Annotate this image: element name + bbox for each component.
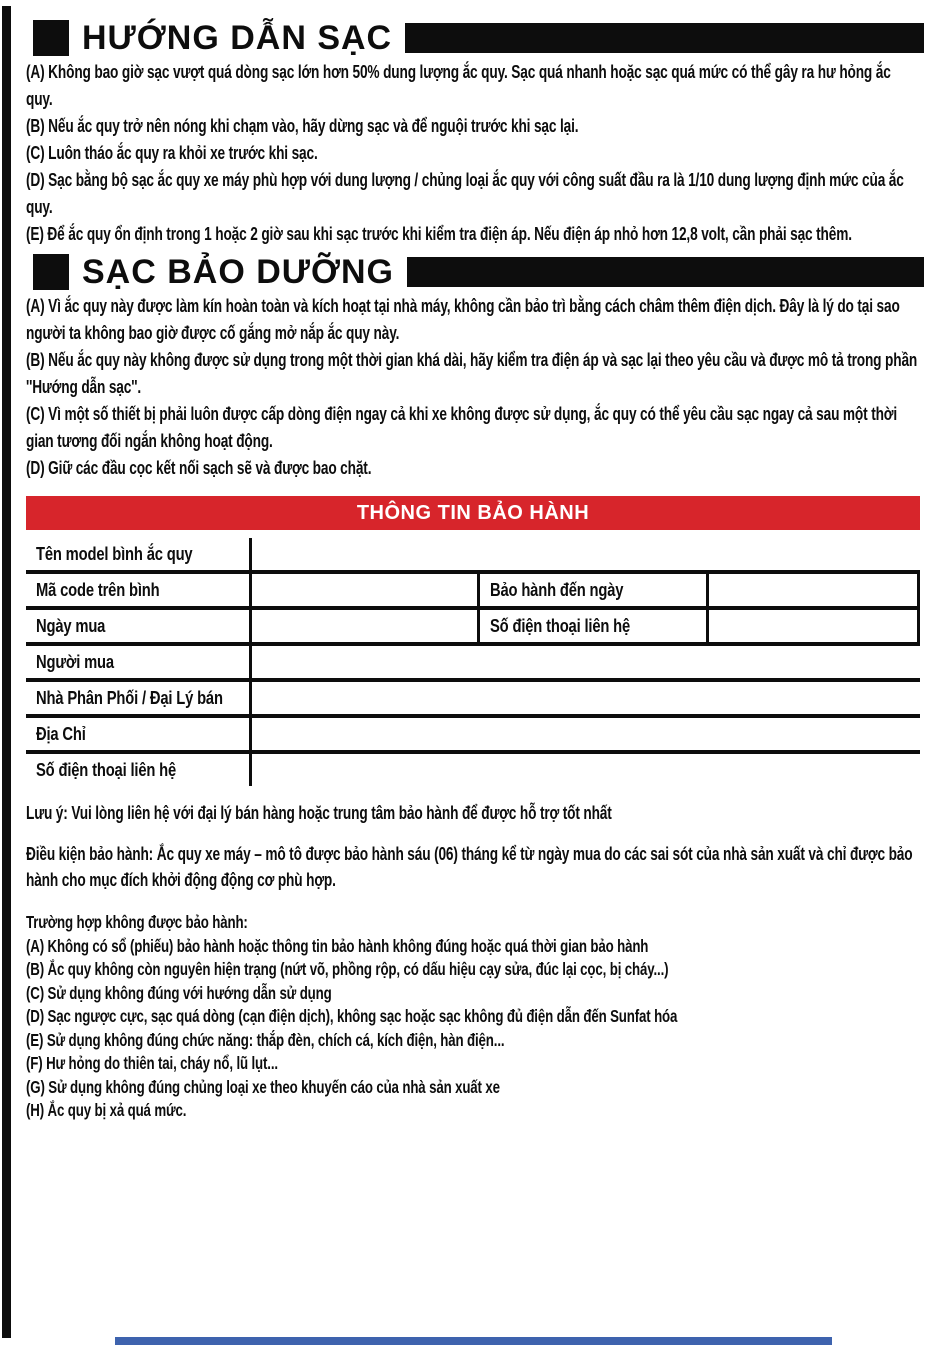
row-label: Tên model bình ắc quy: [36, 543, 193, 564]
row-label: Nhà Phân Phối / Đại Lý bán: [36, 687, 223, 708]
row-label-cell: [26, 754, 252, 786]
row-label: Số điện thoại liên hệ: [36, 759, 177, 780]
paragraph-d: (D) Giữ các đầu cọc kết nối sạch sẽ và được bao chặt.: [26, 458, 372, 478]
warranty-banner-title: THÔNG TIN BẢO HÀNH: [356, 501, 590, 524]
table-value-cell: [252, 538, 920, 570]
row-label2-cell: [480, 574, 709, 606]
row-label-cell: [26, 574, 252, 606]
row-label2: Số điện thoại liên hệ: [490, 615, 631, 636]
warranty-conditions-text: Điều kiện bảo hành: Ắc quy xe máy – mô tô được bảo hành sáu (06) tháng kể từ ngày mua do các sai sót của nhà sản xuất và chỉ được bảo hành cho mục đích khởi động động cơ phù hợp.: [26, 844, 913, 890]
table-row-model: [26, 538, 920, 574]
support-note: [26, 800, 920, 827]
bottom-blue-bar: [115, 1337, 832, 1345]
page-content: [26, 0, 920, 1123]
section-heading-charging: [26, 20, 920, 56]
row-label2: Bảo hành đến ngày: [490, 579, 624, 600]
exclusion-item-h: (H) Ắc quy bị xả quá mức.: [26, 1100, 187, 1120]
table-row-address: [26, 718, 920, 754]
row-label-cell: [26, 646, 252, 678]
warranty-form-table: [26, 538, 920, 786]
paragraph-d: (D) Sạc bằng bộ sạc ắc quy xe máy phù hợp với dung lượng / chủng loại ắc quy với công suất đầu ra là 1/10 dung lượng định mức của ắc quy.: [26, 170, 904, 217]
maintenance-paragraphs: [26, 293, 920, 482]
table-row-code-warranty-date: [26, 574, 920, 610]
paragraph-b: (B) Nếu ắc quy trở nên nóng khi chạm vào, hãy dừng sạc và để nguội trước khi sạc lại.: [26, 116, 579, 136]
heading-square-marker: [33, 20, 69, 56]
table-row-contact-phone: [26, 754, 920, 786]
section-title-maintenance: SẠC BẢO DƯỠNG: [82, 253, 394, 291]
section-title-charging: HƯỚNG DẪN SẠC: [82, 19, 393, 57]
exclusion-item-f: (F) Hư hỏng do thiên tai, cháy nổ, lũ lụt...: [26, 1053, 278, 1073]
warranty-banner: [26, 496, 920, 530]
section-charging-instructions: [26, 20, 920, 248]
paragraph-b: (B) Nếu ắc quy này không được sử dụng trong một thời gian khá dài, hãy kiểm tra điện áp và sạc lại theo yêu cầu và được mô tả trong phần ''Hướng dẫn sạc''.: [26, 350, 918, 397]
charging-paragraphs: [26, 59, 920, 248]
warranty-exclusions: [26, 911, 920, 1123]
left-edge-black-bar: [2, 6, 11, 1338]
table-value-cell: [252, 682, 920, 714]
table-row-distributor: [26, 682, 920, 718]
exclusion-item-a: (A) Không có sổ (phiếu) bảo hành hoặc thông tin bảo hành không đúng hoặc quá thời gian bảo hành: [26, 935, 649, 956]
heading-rule-bar: [405, 23, 924, 53]
table-row-purchase-date-phone: [26, 610, 920, 646]
heading-rule-bar: [407, 257, 924, 287]
table-value-cell: [252, 610, 480, 642]
exclusions-title: Trường hợp không được bảo hành:: [26, 912, 248, 932]
row-label: Mã code trên bình: [36, 579, 160, 600]
exclusion-item-c: (C) Sử dụng không đúng với hướng dẫn sử dụng: [26, 982, 332, 1003]
paragraph-c: (C) Luôn tháo ắc quy ra khỏi xe trước khi sạc.: [26, 143, 318, 163]
table-value-cell: [709, 574, 917, 606]
warranty-conditions: [26, 841, 920, 893]
paragraph-e: (E) Để ắc quy ổn định trong 1 hoặc 2 giờ sau khi sạc trước khi kiểm tra điện áp. Nếu điện áp nhỏ hơn 12,8 volt, cần phải sạc thêm.: [26, 224, 852, 244]
table-row-buyer: [26, 646, 920, 682]
table-value-cell: [709, 610, 917, 642]
exclusion-item-g: (G) Sử dụng không đúng chủng loại xe theo khuyến cáo của nhà sản xuất xe: [26, 1076, 500, 1097]
paragraph-c: (C) Vì một số thiết bị phải luôn được cấp dòng điện ngay cả khi xe không được sử dụng, ắc quy có thể yêu cầu sạc ngay cả sau một thời gian tương đối ngắn không hoạt động.: [26, 404, 898, 451]
exclusion-item-e: (E) Sử dụng không đúng chức năng: thắp đèn, chích cá, kích điện, hàn điện...: [26, 1029, 505, 1050]
heading-square-marker: [33, 254, 69, 290]
row-label-cell: [26, 718, 252, 750]
paragraph-a: (A) Không bao giờ sạc vượt quá dòng sạc lớn hơn 50% dung lượng ắc quy. Sạc quá nhanh hoặc sạc quá mức có thể gây ra hư hỏng ắc quy.: [26, 62, 891, 109]
row-label: Người mua: [36, 651, 114, 672]
row-label: Địa Chỉ: [36, 723, 86, 744]
row-label2-cell: [480, 610, 709, 642]
table-value-cell: [252, 754, 920, 786]
table-value-cell: [252, 574, 480, 606]
row-label-cell: [26, 682, 252, 714]
exclusion-item-b: (B) Ắc quy không còn nguyên hiện trạng (nứt võ, phồng rộp, có dấu hiệu cạy sửa, đúc lại cọc, bị cháy...): [26, 959, 669, 979]
table-value-cell: [252, 718, 920, 750]
row-label-cell: [26, 538, 252, 570]
exclusion-item-d: (D) Sạc ngược cực, sạc quá dòng (cạn điện dịch), không sạc hoặc sạc không đủ điện dẫn đến Sunfat hóa: [26, 1006, 678, 1026]
paragraph-a: (A) Vì ắc quy này được làm kín hoàn toàn và kích hoạt tại nhà máy, không cần bảo trì bằng cách châm thêm điện dịch. Đây là lý do tại sao người ta không bao giờ được cố gắng mở nắp ắc quy này.: [26, 296, 900, 343]
section-heading-maintenance: [26, 254, 920, 290]
table-value-cell: [252, 646, 920, 678]
support-note-text: Lưu ý: Vui lòng liên hệ với đại lý bán hàng hoặc trung tâm bảo hành để được hỗ trợ tốt nhất: [26, 803, 612, 823]
row-label: Ngày mua: [36, 615, 106, 636]
row-label-cell: [26, 610, 252, 642]
section-maintenance-charging: [26, 254, 920, 482]
